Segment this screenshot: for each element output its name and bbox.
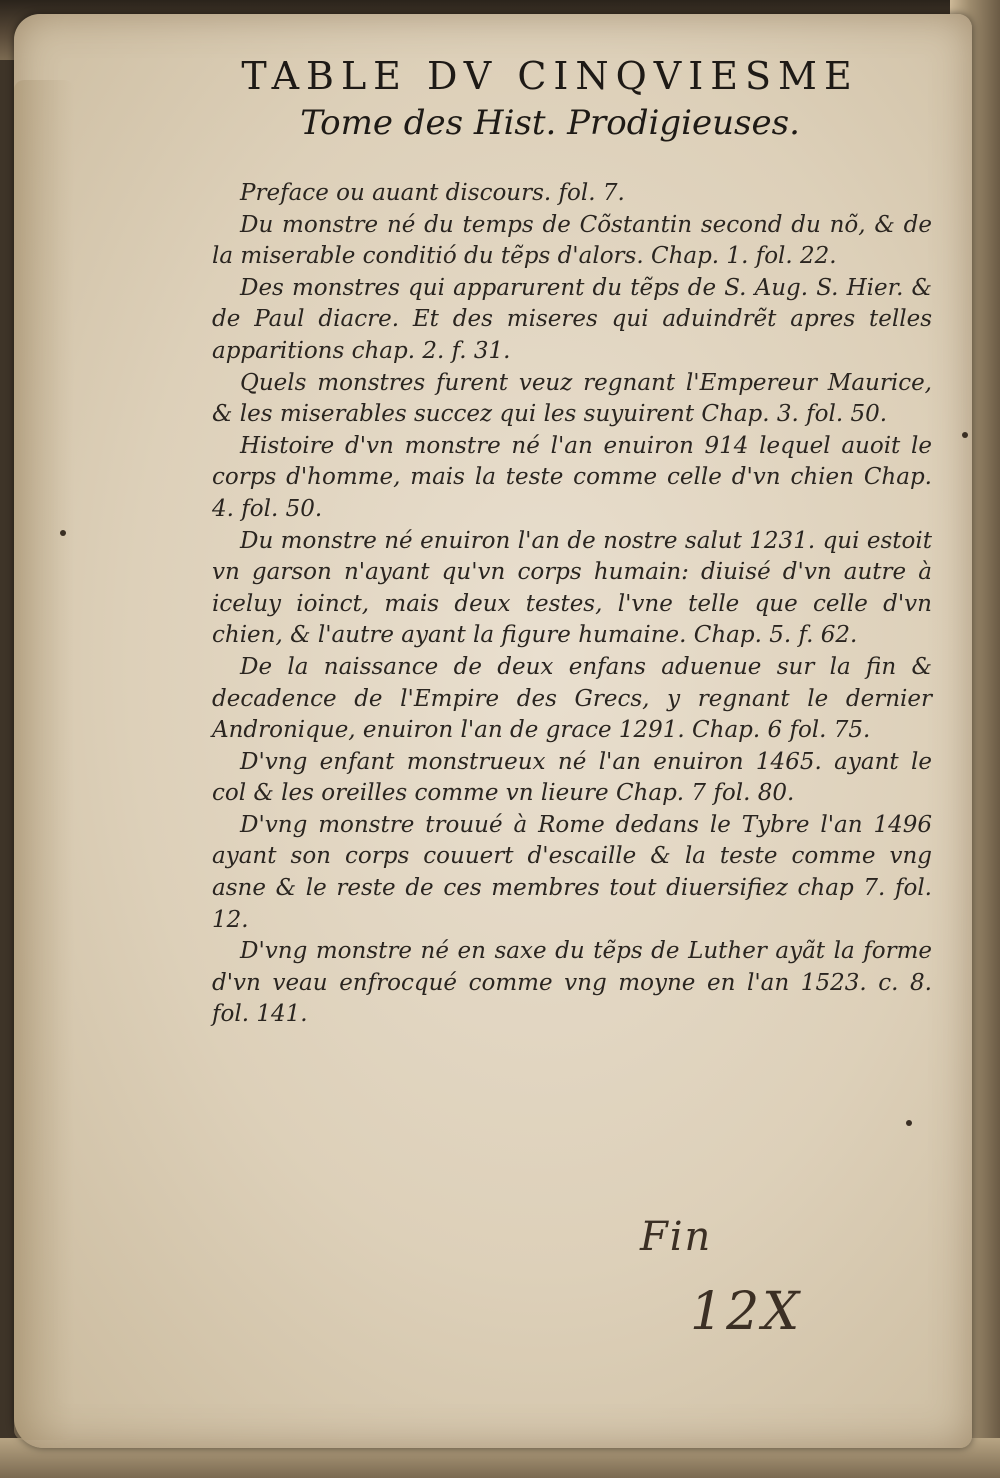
toc-entry: D'vng monstre trouué à Rome dedans le Tybre l'an 1496 ayant son corps couuert d'escaille & la teste comme vng asne & le reste de ces membres tout diuersifiez chap 7. fol. 12. <box>212 811 932 933</box>
toc-entry: Des monstres qui apparurent du tẽps de S. Aug. S. Hier. & de Paul diacre. Et des miseres qui aduindrẽt apres telles apparitions chap. 2. f. 31. <box>212 274 932 364</box>
margin-mark <box>962 432 968 438</box>
table-of-contents <box>212 178 932 1031</box>
toc-entry: D'vng monstre né en saxe du tẽps de Luther ayãt la forme d'vn veau enfrocqué comme vng moyne en l'an 1523. c. 8. fol. 141. <box>212 938 932 1028</box>
page-stain-left <box>14 80 74 1440</box>
toc-entry: Preface ou auant discours. fol. 7. <box>240 180 625 206</box>
toc-entry: De la naissance de deux enfans aduenue sur la fin & decadence de l'Empire des Grecs, y regnant le dernier Andronique, enuiron l'an de grace 1291. Chap. 6 fol. 75. <box>212 653 932 744</box>
toc-entry: Histoire d'vn monstre né l'an enuiron 914 lequel auoit le corps d'homme, mais la teste comme celle d'vn chien Chap. 4. fol. 50. <box>212 432 932 522</box>
margin-mark <box>60 530 66 536</box>
header-subtitle: Tome des Hist. Prodigieuses. <box>300 103 800 143</box>
page-header <box>180 52 920 146</box>
toc-entry: Du monstre né enuiron l'an de nostre salut 1231. qui estoit vn garson n'ayant qu'vn corps humain: diuisé d'vn autre à iceluy ioinct, mais deux testes, l'vne telle que celle d'vn chien, & l'autre ayant la figure humaine. Chap. 5. f. 62. <box>212 527 932 649</box>
toc-entry: Quels monstres furent veuz regnant l'Empereur Maurice, & les miserables succez qui les suyuirent Chap. 3. fol. 50. <box>212 369 932 428</box>
header-title: TABLE DV CINQVIESME <box>241 54 859 98</box>
toc-entry: Du monstre né du temps de Cõstantin second du nõ, & de la miserable conditió du tẽps d'alors. Chap. 1. fol. 22. <box>212 211 932 270</box>
margin-mark <box>906 1120 912 1126</box>
handwritten-fin: Fin <box>640 1214 713 1260</box>
handwritten-number: 12X <box>690 1282 803 1342</box>
toc-entry: D'vng enfant monstrueux né l'an enuiron 1465. ayant le col & les oreilles comme vn lieure Chap. 7 fol. 80. <box>212 748 932 807</box>
